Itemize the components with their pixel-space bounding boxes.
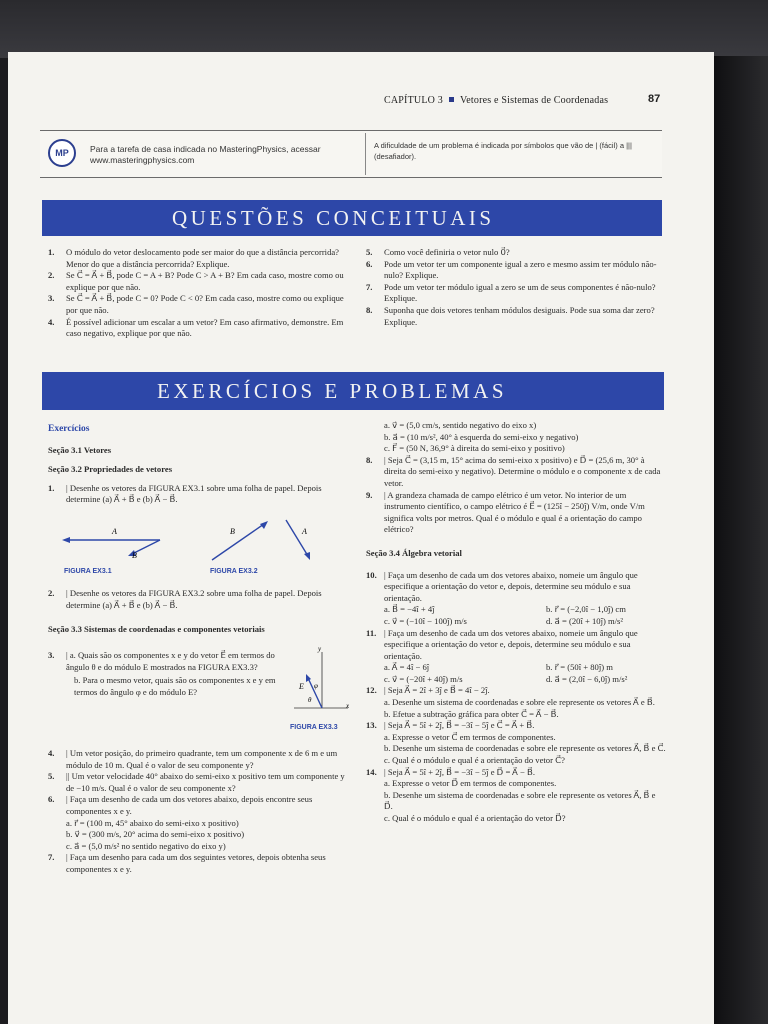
mastering-physics-text: Para a tarefa de casa indicada no MasteringPhysics, acessar www.masteringphysics.com [90,144,321,165]
exercise-12b: b. Efetue a subtração gráfica para obter C⃗ = A⃗ − B⃗. [384,708,559,719]
exercise-3-block [48,650,280,698]
question-7: 7. Pode um vetor ter módulo igual a zero se um de seus componentes é não-nulo? Explique. [366,281,656,304]
scanner-background-top [0,0,768,58]
exercise-2: 2. | Desenhe os vetores da FIGURA EX3.2 sobre uma folha de papel. Depois determine (a) A⃗ + B⃗ e (b) A⃗ − B⃗. [48,588,322,610]
exercise-12: 12. | Seja A⃗ = 2î + 3ĵ e B⃗ = 4î − 2ĵ. [366,685,490,696]
exercise-14: 14. | Seja A⃗ = 5î + 2ĵ, B⃗ = −3î − 5ĵ e D⃗ = A⃗ − B⃗. [366,766,536,777]
question-6: 6. Pode um vetor ter um componente igual a zero e mesmo assim ter módulo não-nulo? Explique. [366,258,657,281]
exercise-1: 1. | Desenhe os vetores da FIGURA EX3.1 sobre uma folha de papel. Depois determine (a) A⃗ + B⃗ e (b) A⃗ − B⃗. [48,482,322,505]
scanner-background-right [714,56,768,1024]
question-4: 4. É possível adicionar um escalar a um vetor? Em caso afirmativo, demonstre. Em caso negativo, explique por que não. [48,316,344,339]
section-3-2-heading: Seção 3.2 Propriedades de vetores [48,464,173,475]
difficulty-note: A dificuldade de um problema é indicada por símbolos que vão de | (fácil) a ||| (desafiador). [374,141,632,161]
figure-3-phi-label: φ [314,682,318,690]
figure-ex3-2-drawing [208,516,318,566]
section-3-4-heading: Seção 3.4 Álgebra vetorial [366,547,462,558]
exercise-4: 4. | Um vetor posição, do primeiro quadrante, tem um componente x de 6 m e um módulo de 10 m. Qual é o valor de seu componente y? [48,748,338,770]
exercises-right-column [366,420,666,825]
figure-1-label-a: A⃗ [112,527,124,536]
section-3-3-heading: Seção 3.3 Sistemas de coordenadas e componentes vetoriais [48,624,265,635]
figure-ex3-3-drawing [292,650,352,712]
exercise-10: 10. | Faça um desenho de cada um dos vetores abaixo, nomeie um ângulo que especifique a orientação do vetor e, depois, determine seu módulo e sua orientação. [366,569,638,603]
exercise-7b: b. a⃗ = (10 m/s², 40° à esquerda do semi-eixo y negativo) [384,431,579,442]
exercises-left-column [48,424,350,506]
exercise-6: 6. | Faça um desenho de cada um dos vetores abaixo, depois encontre seus componentes x e y. [48,794,313,816]
exercise-14a: a. Expresse o vetor D⃗ em termos de componentes. [384,778,557,789]
figure-3-y-label: y [318,645,322,653]
figure-1-label-b: B⃗ [132,551,144,560]
exercise-6a: a. r⃗ = (100 m, 45° abaixo do semi-eixo x positivo) [66,817,239,828]
exercise-7a: a. v⃗ = (5,0 cm/s, sentido negativo do eixo x) [384,420,537,430]
section-3-1-heading: Seção 3.1 Vetores [48,444,112,455]
exercise-8: 8. | Seja C⃗ = (3,15 m, 15° acima do semi-eixo x positivo) e D⃗ = (25,6 m, 30° à direita do semi-eixo y negativo). Determine o módulo e o componente x de cada vetor. [366,454,661,488]
figure-ex3-2-caption: FIGURA EX3.2 [210,568,258,575]
question-5: 5. Como você definiria o vetor nulo 0⃗? [366,247,510,257]
exercise-10-cd: c. v⃗ = (−10î − 100ĵ) m/s d. a⃗ = (20î + 10ĵ) m/s² [384,615,623,626]
exercise-7c: c. F⃗ = (50 N, 36,9° à direita do semi-eixo y positivo) [384,443,565,454]
exercises-banner: EXERCÍCIOS E PROBLEMAS [42,372,664,410]
exercise-13b: b. Desenhe um sistema de coordenadas e sobre ele represente os vetores A⃗, B⃗ e C⃗. [384,743,666,754]
conceptual-questions-banner: QUESTÕES CONCEITUAIS [42,200,662,236]
question-3: 3. Se C⃗ = A⃗ + B⃗, pode C = 0? Pode C < 0? Em cada caso, mostre como ou explique por que não. [48,293,344,315]
chapter-title: Vetores e Sistemas de Coordenadas [459,95,609,106]
exercise-11-ab: a. A⃗ = 4î − 6ĵ b. r⃗ = (50î + 80ĵ) m [384,662,613,673]
exercise-3a: 3. | a. Quais são os componentes x e y do vetor E⃗ em termos do ângulo θ e do módulo E mostrados na FIGURA EX3.3? [48,650,275,672]
question-8: 8. Suponha que dois vetores tenham módulos desiguais. Pode sua soma dar zero? Explique. [366,304,655,327]
running-header [384,95,608,106]
figure-3-x-label: x [346,702,350,710]
exercise-7: 7. | Faça um desenho para cada um dos seguintes vetores, depois obtenha seus componentes x e y. [48,852,326,874]
figure-ex3-1-caption: FIGURA EX3.1 [64,568,112,575]
mastering-physics-logo-icon: MP [48,139,76,167]
chapter-label: CAPÍTULO 3 [384,95,443,106]
exercise-5: 5. || Um vetor velocidade 40° abaixo do semi-eixo x positivo tem um componente y de −10 m/s. Qual é o valor de seu componente x? [48,771,345,793]
exercises-left-column-2 [48,588,350,644]
exercise-6b: b. v⃗ = (300 m/s, 20° acima do semi-eixo x positivo) [66,829,245,840]
exercise-14c: c. Qual é o módulo e qual é a orientação do vetor D⃗? [384,813,566,823]
figure-ex3-1-drawing [60,518,170,568]
exercise-13: 13. | Seja A⃗ = 5î + 2ĵ, B⃗ = −3î − 5ĵ e C⃗ = A⃗ + B⃗. [366,720,535,731]
exercises-label: Exercícios [48,424,90,434]
square-bullet-icon [449,97,454,102]
exercise-14b: b. Desenhe um sistema de coordenadas e sobre ele represente os vetores A⃗, B⃗ e D⃗. [384,789,656,812]
exercise-13a: a. Expresse o vetor C⃗ em termos de componentes. [384,731,556,742]
figure-2-label-b: B⃗ [230,527,242,536]
page-number: 87 [648,93,661,105]
exercise-11-cd: c. v⃗ = (−20î + 40ĵ) m/s d. a⃗ = (2,0î − 6,0ĵ) m/s² [384,673,628,684]
figure-2-label-a: A⃗ [302,527,314,536]
question-2: 2. Se C⃗ = A⃗ + B⃗, pode C = A + B? Pode C > A + B? Em cada caso, mostre como ou explique por que não. [48,270,344,292]
exercise-6c: c. a⃗ = (5,0 m/s² no sentido negativo do eixo y) [66,840,226,851]
exercise-13c: c. Qual é o módulo e qual é a orientação do vetor C⃗? [384,755,565,766]
exercise-3b: b. Para o mesmo vetor, quais são os componentes x e y em termos do ângulo φ e do módulo E? [74,675,276,697]
conceptual-left-column [48,247,348,340]
exercise-11: 11. | Faça um desenho de cada um dos vetores abaixo, nomeie um ângulo que especifique a orientação do vetor e, depois, determine seu módulo e sua orientação. [366,627,638,661]
exercise-9: 9. | A grandeza chamada de campo elétrico é um vetor. No interior de um instrumento científico, o campo elétrico é E⃗ = (125î − 250ĵ) V/m, onde V/m significa volts por metros. Qual é o módulo e qual é a orientação do campo elétrico? [366,489,645,535]
exercise-10-ab: a. B⃗ = −4î + 4ĵ b. r⃗ = (−2,0î − 1,0ĵ) cm [384,604,626,615]
figure-3-theta-label: θ [308,696,312,704]
conceptual-right-column [366,247,664,328]
exercises-left-column-3 [48,748,350,876]
figure-ex3-3-caption: FIGURA EX3.3 [290,724,338,731]
exercise-12a: a. Desenhe um sistema de coordenadas e sobre ele represente os vetores A⃗ e B⃗. [384,697,655,708]
figure-3-e-label: E⃗ [299,682,311,691]
question-1: 1. O módulo do vetor deslocamento pode ser maior do que a distância percorrida? Menor do que a distância percorrida? Explique. [48,247,339,269]
